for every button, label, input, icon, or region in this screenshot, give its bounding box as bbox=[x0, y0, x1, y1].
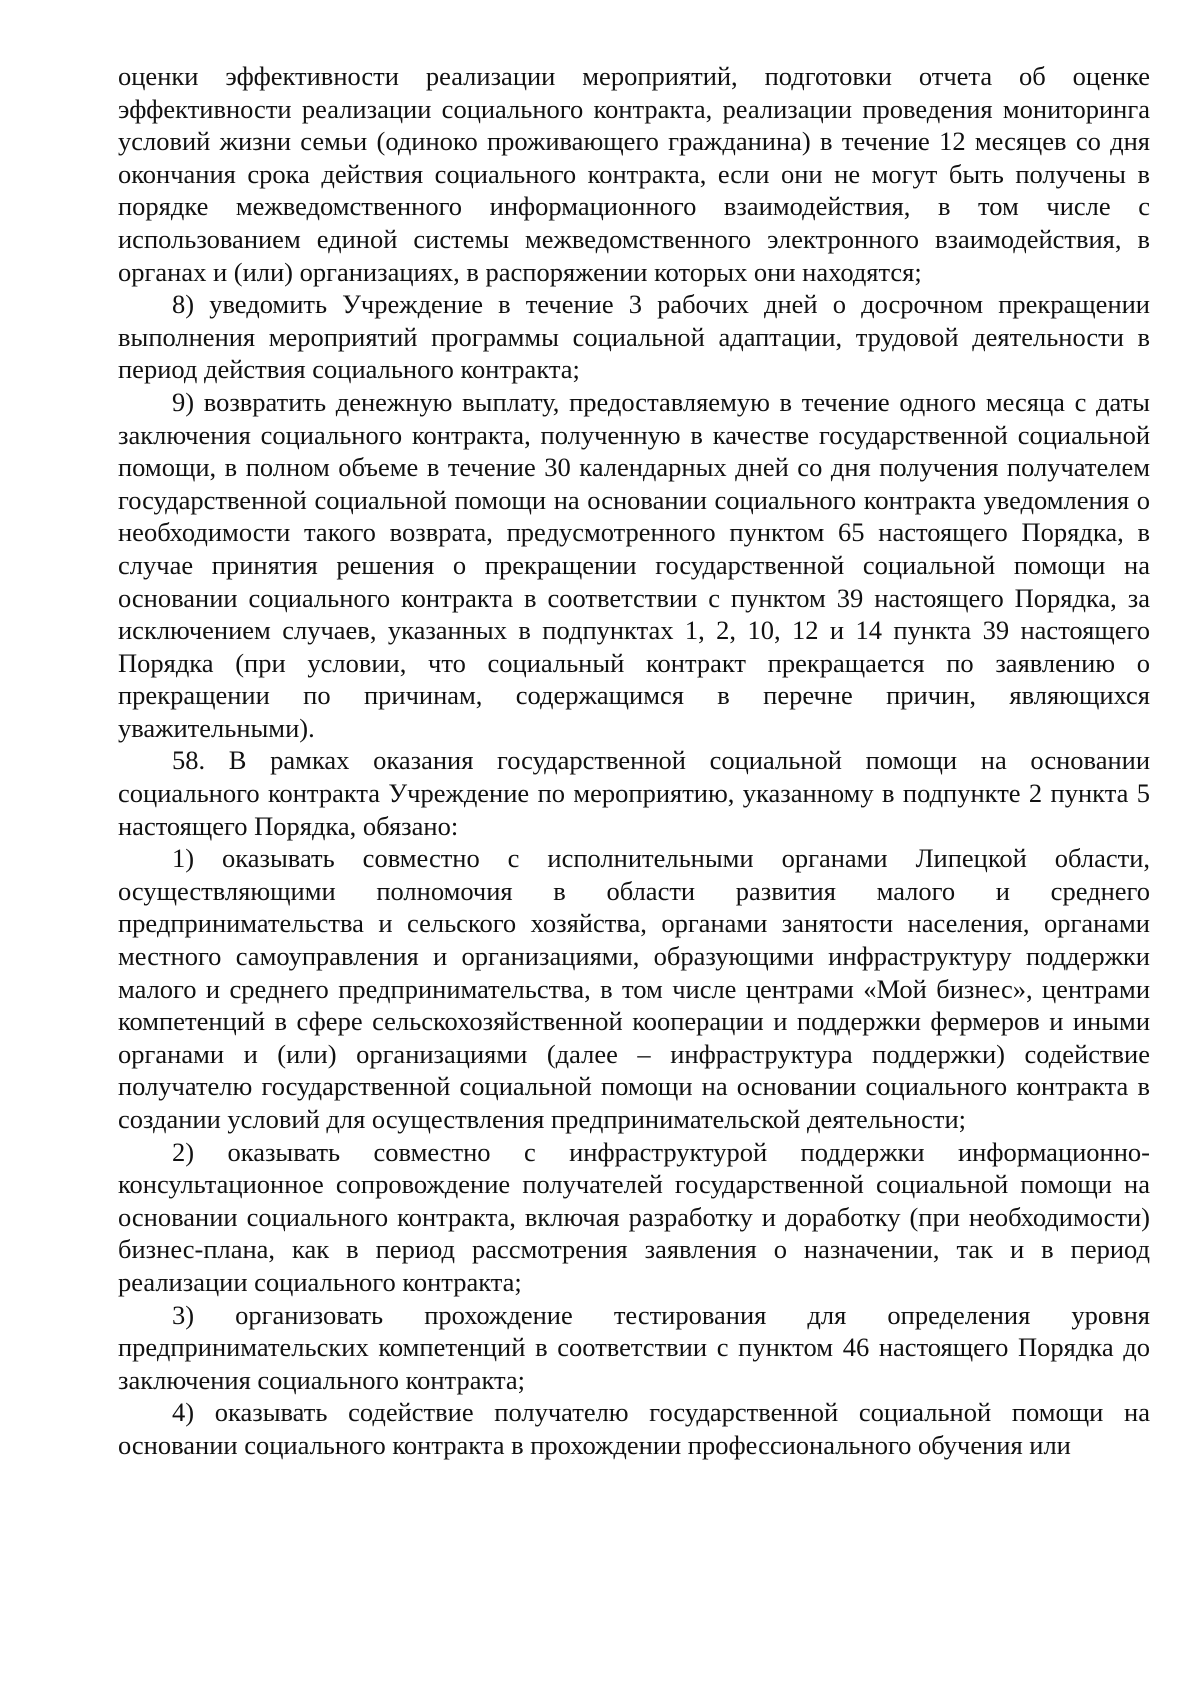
paragraph-item-9: 9) возвратить денежную выплату, предоставляемую в течение одного месяца с даты заключения социального контракта, полученную в качестве государственной социальной помощи, в полном объеме в течение 30 календарных дней со дня получения получателем государственной социальной помощи на основании социального контракта уведомления о необходимости такого возврата, предусмотренного пунктом 65 настоящего Порядка, в случае принятия решения о прекращении государственной социальной помощи на основании социального контракта в соответствии с пунктом 39 настоящего Порядка, за исключением случаев, указанных в подпунктах 1, 2, 10, 12 и 14 пункта 39 настоящего Порядка (при условии, что социальный контракт прекращается по заявлению о прекращении по причинам, содержащимся в перечне причин, являющихся уважительными). bbox=[118, 386, 1150, 743]
paragraph-clause-58: 58. В рамках оказания государственной социальной помощи на основании социального контракта Учреждение по мероприятию, указанному в подпункте 2 пункта 5 настоящего Порядка, обязано: bbox=[118, 745, 1150, 841]
paragraph-item-1: 1) оказывать совместно с исполнительными органами Липецкой области, осуществляющими полномочия в области развития малого и среднего предпринимательства и сельского хозяйства, органами занятости населения, органами местного самоуправления и организациями, образующими инфраструктуру поддержки малого и среднего предпринимательства, в том числе центрами «Мой бизнес», центрами компетенций в сфере сельскохозяйственной кооперации и поддержки фермеров и иными органами и (или) организациями (далее – инфраструктура поддержки) содействие получателю государственной социальной помощи на основании социального контракта в создании условий для осуществления предпринимательской деятельности; bbox=[118, 843, 1150, 1134]
paragraph-item-8: 8) уведомить Учреждение в течение 3 рабочих дней о досрочном прекращении выполнения мероприятий программы социальной адаптации, трудовой деятельности в период действия социального контракта; bbox=[118, 289, 1150, 385]
document-page bbox=[118, 60, 1150, 1462]
paragraph-item-2: 2) оказывать совместно с инфраструктурой поддержки информационно-консультационное сопровождение получателей государственной социальной помощи на основании социального контракта, включая разработку и доработку (при необходимости) бизнес-плана, как в период рассмотрения заявления о назначении, так и в период реализации социального контракта; bbox=[118, 1136, 1150, 1297]
paragraph-item-3: 3) организовать прохождение тестирования для определения уровня предпринимательских компетенций в соответствии с пунктом 46 настоящего Порядка до заключения социального контракта; bbox=[118, 1299, 1150, 1395]
paragraph-continuation: оценки эффективности реализации мероприятий, подготовки отчета об оценке эффективности реализации социального контракта, реализации проведения мониторинга условий жизни семьи (одиноко проживающего гражданина) в течение 12 месяцев со дня окончания срока действия социального контракта, если они не могут быть получены в порядке межведомственного информационного взаимодействия, в том числе с использованием единой системы межведомственного электронного взаимодействия, в органах и (или) организациях, в распоряжении которых они находятся; bbox=[118, 61, 1150, 287]
paragraph-item-4: 4) оказывать содействие получателю государственной социальной помощи на основании социального контракта в прохождении профессионального обучения или bbox=[118, 1397, 1150, 1460]
